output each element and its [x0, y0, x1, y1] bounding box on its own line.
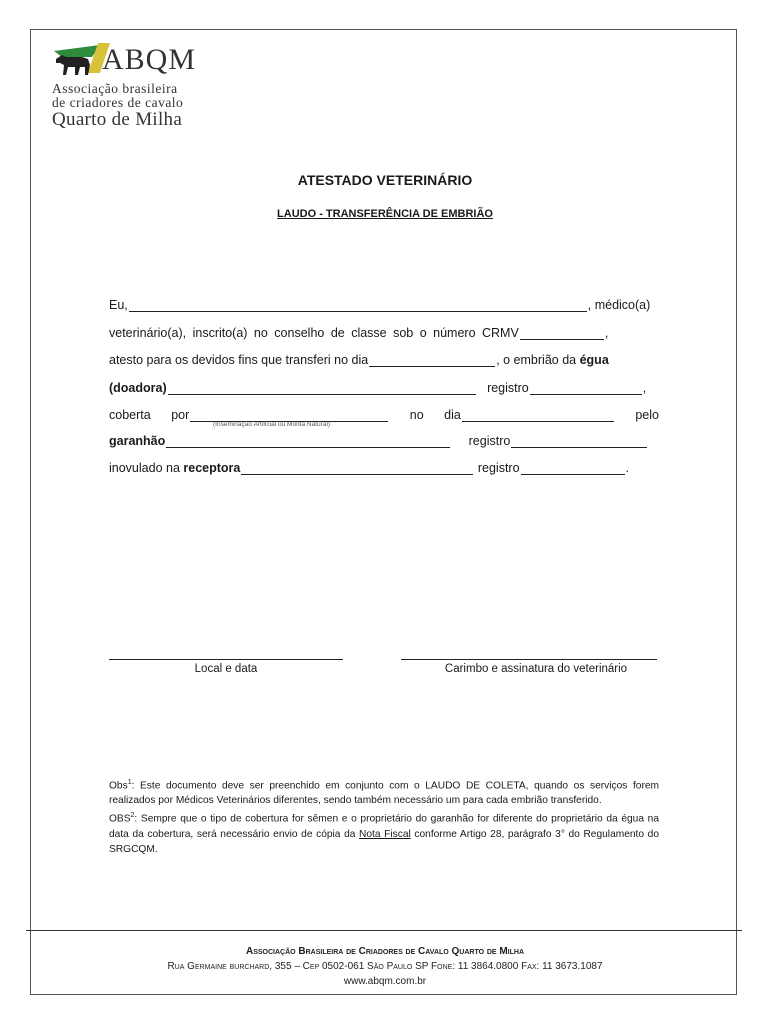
line3-egua: égua: [579, 353, 609, 367]
line4-suffix: ,: [642, 381, 647, 395]
line5-dia: dia: [444, 408, 461, 422]
line2-text: veterinário(a), inscrito(a) no conselho de classe sob o número CRMV: [109, 326, 519, 340]
abqm-logo: [52, 43, 222, 133]
line3-prefix: atesto para os devidos fins que transferi no dia: [109, 353, 369, 367]
footer-website: www.abqm.com.br: [343, 976, 427, 987]
local-date-line[interactable]: [109, 659, 343, 660]
nota-fiscal-link: Nota Fiscal: [359, 828, 411, 840]
form-line-3: [109, 349, 659, 367]
line7-registro: registro: [477, 461, 520, 475]
stallion-field[interactable]: [166, 435, 450, 448]
coverage-type-hint: (Inseminação Artificial ou Monta Natural): [213, 421, 331, 428]
stallion-registry-field[interactable]: [511, 435, 647, 448]
form-line-4: [109, 377, 659, 395]
logo-wordmark: ABQM: [102, 43, 197, 76]
logo-line-3: Quarto de Milha: [52, 109, 183, 130]
footer-divider: [26, 930, 742, 931]
line5-pelo: pelo: [635, 408, 659, 422]
line6-garanhao: garanhão: [109, 434, 166, 448]
line7-suffix: .: [625, 461, 630, 475]
obs1-paragraph: [109, 775, 659, 808]
obs1-sup: 1: [127, 779, 132, 786]
obs1-label: Obs: [109, 780, 128, 792]
obs1-text: : Este documento deve ser preenchido em conjunto com o LAUDO DE COLETA, quando os serviços forem realizados por Médicos Veterinários diferentes, sendo também necessário um para cada embrião transferido.: [109, 780, 659, 807]
obs2-paragraph: [109, 808, 659, 856]
form-line-6: [109, 430, 659, 448]
form-line-7: [109, 457, 659, 475]
logo-line-2: de criadores de cavalo: [52, 95, 184, 110]
donor-registry-field[interactable]: [530, 382, 642, 395]
veterinarian-name-field[interactable]: [129, 299, 587, 312]
line7-prefix: inovulado na: [109, 461, 180, 475]
line4-registro: registro: [487, 381, 529, 395]
donor-mare-field[interactable]: [168, 382, 476, 395]
document-title: ATESTADO VETERINÁRIO: [297, 172, 473, 188]
local-date-label: Local e data: [194, 663, 258, 675]
line5-coberta: coberta: [109, 408, 151, 422]
obs2-label: OBS: [109, 813, 131, 825]
footer-address: Rua Germaine burchard, 355 – Cep 0502-061 São Paulo SP Fone: 11 3864.0800 Fax: 11 3673.1087: [167, 961, 603, 972]
form-line-1: [109, 294, 659, 312]
form-line-5: [109, 404, 659, 422]
form-line-2: [109, 322, 659, 340]
signature-line[interactable]: [401, 659, 657, 660]
obs2-sup: 2: [130, 812, 135, 820]
obs2-end: conforme Artigo 28, parágrafo 3° do Regulamento do SRGCQM.: [109, 828, 659, 855]
line1-suffix: , médico(a): [587, 298, 651, 312]
obs2-text: : Sempre que o tipo de cobertura for sêmen e o proprietário do garanhão for diferente do proprietário da égua na data da cobertura, será necessário envio de cópia da: [109, 813, 659, 840]
notes-section: [109, 775, 659, 857]
logo-line-1: Associação brasileira: [52, 81, 178, 96]
crmv-number-field[interactable]: [520, 327, 604, 340]
transfer-date-field[interactable]: [369, 354, 495, 367]
coverage-date-field[interactable]: [462, 409, 614, 422]
recipient-mare-field[interactable]: [241, 462, 473, 475]
recipient-registry-field[interactable]: [521, 462, 625, 475]
line6-registro: registro: [468, 434, 511, 448]
line5-no: no: [409, 408, 424, 422]
line1-prefix: Eu,: [109, 298, 128, 312]
document-subtitle: LAUDO - TRANSFERÊNCIA DE EMBRIÃO: [277, 208, 493, 220]
line2-suffix: ,: [604, 326, 609, 340]
line7-receptora: receptora: [183, 461, 241, 475]
line4-doadora: (doadora): [109, 381, 167, 395]
footer-org: Associação Brasileira de Criadores de Cavalo Quarto de Milha: [245, 946, 524, 957]
line5-por: por: [171, 408, 190, 422]
signature-label: Carimbo e assinatura do veterinário: [444, 663, 628, 675]
line3-middle: , o embrião da: [496, 353, 577, 367]
